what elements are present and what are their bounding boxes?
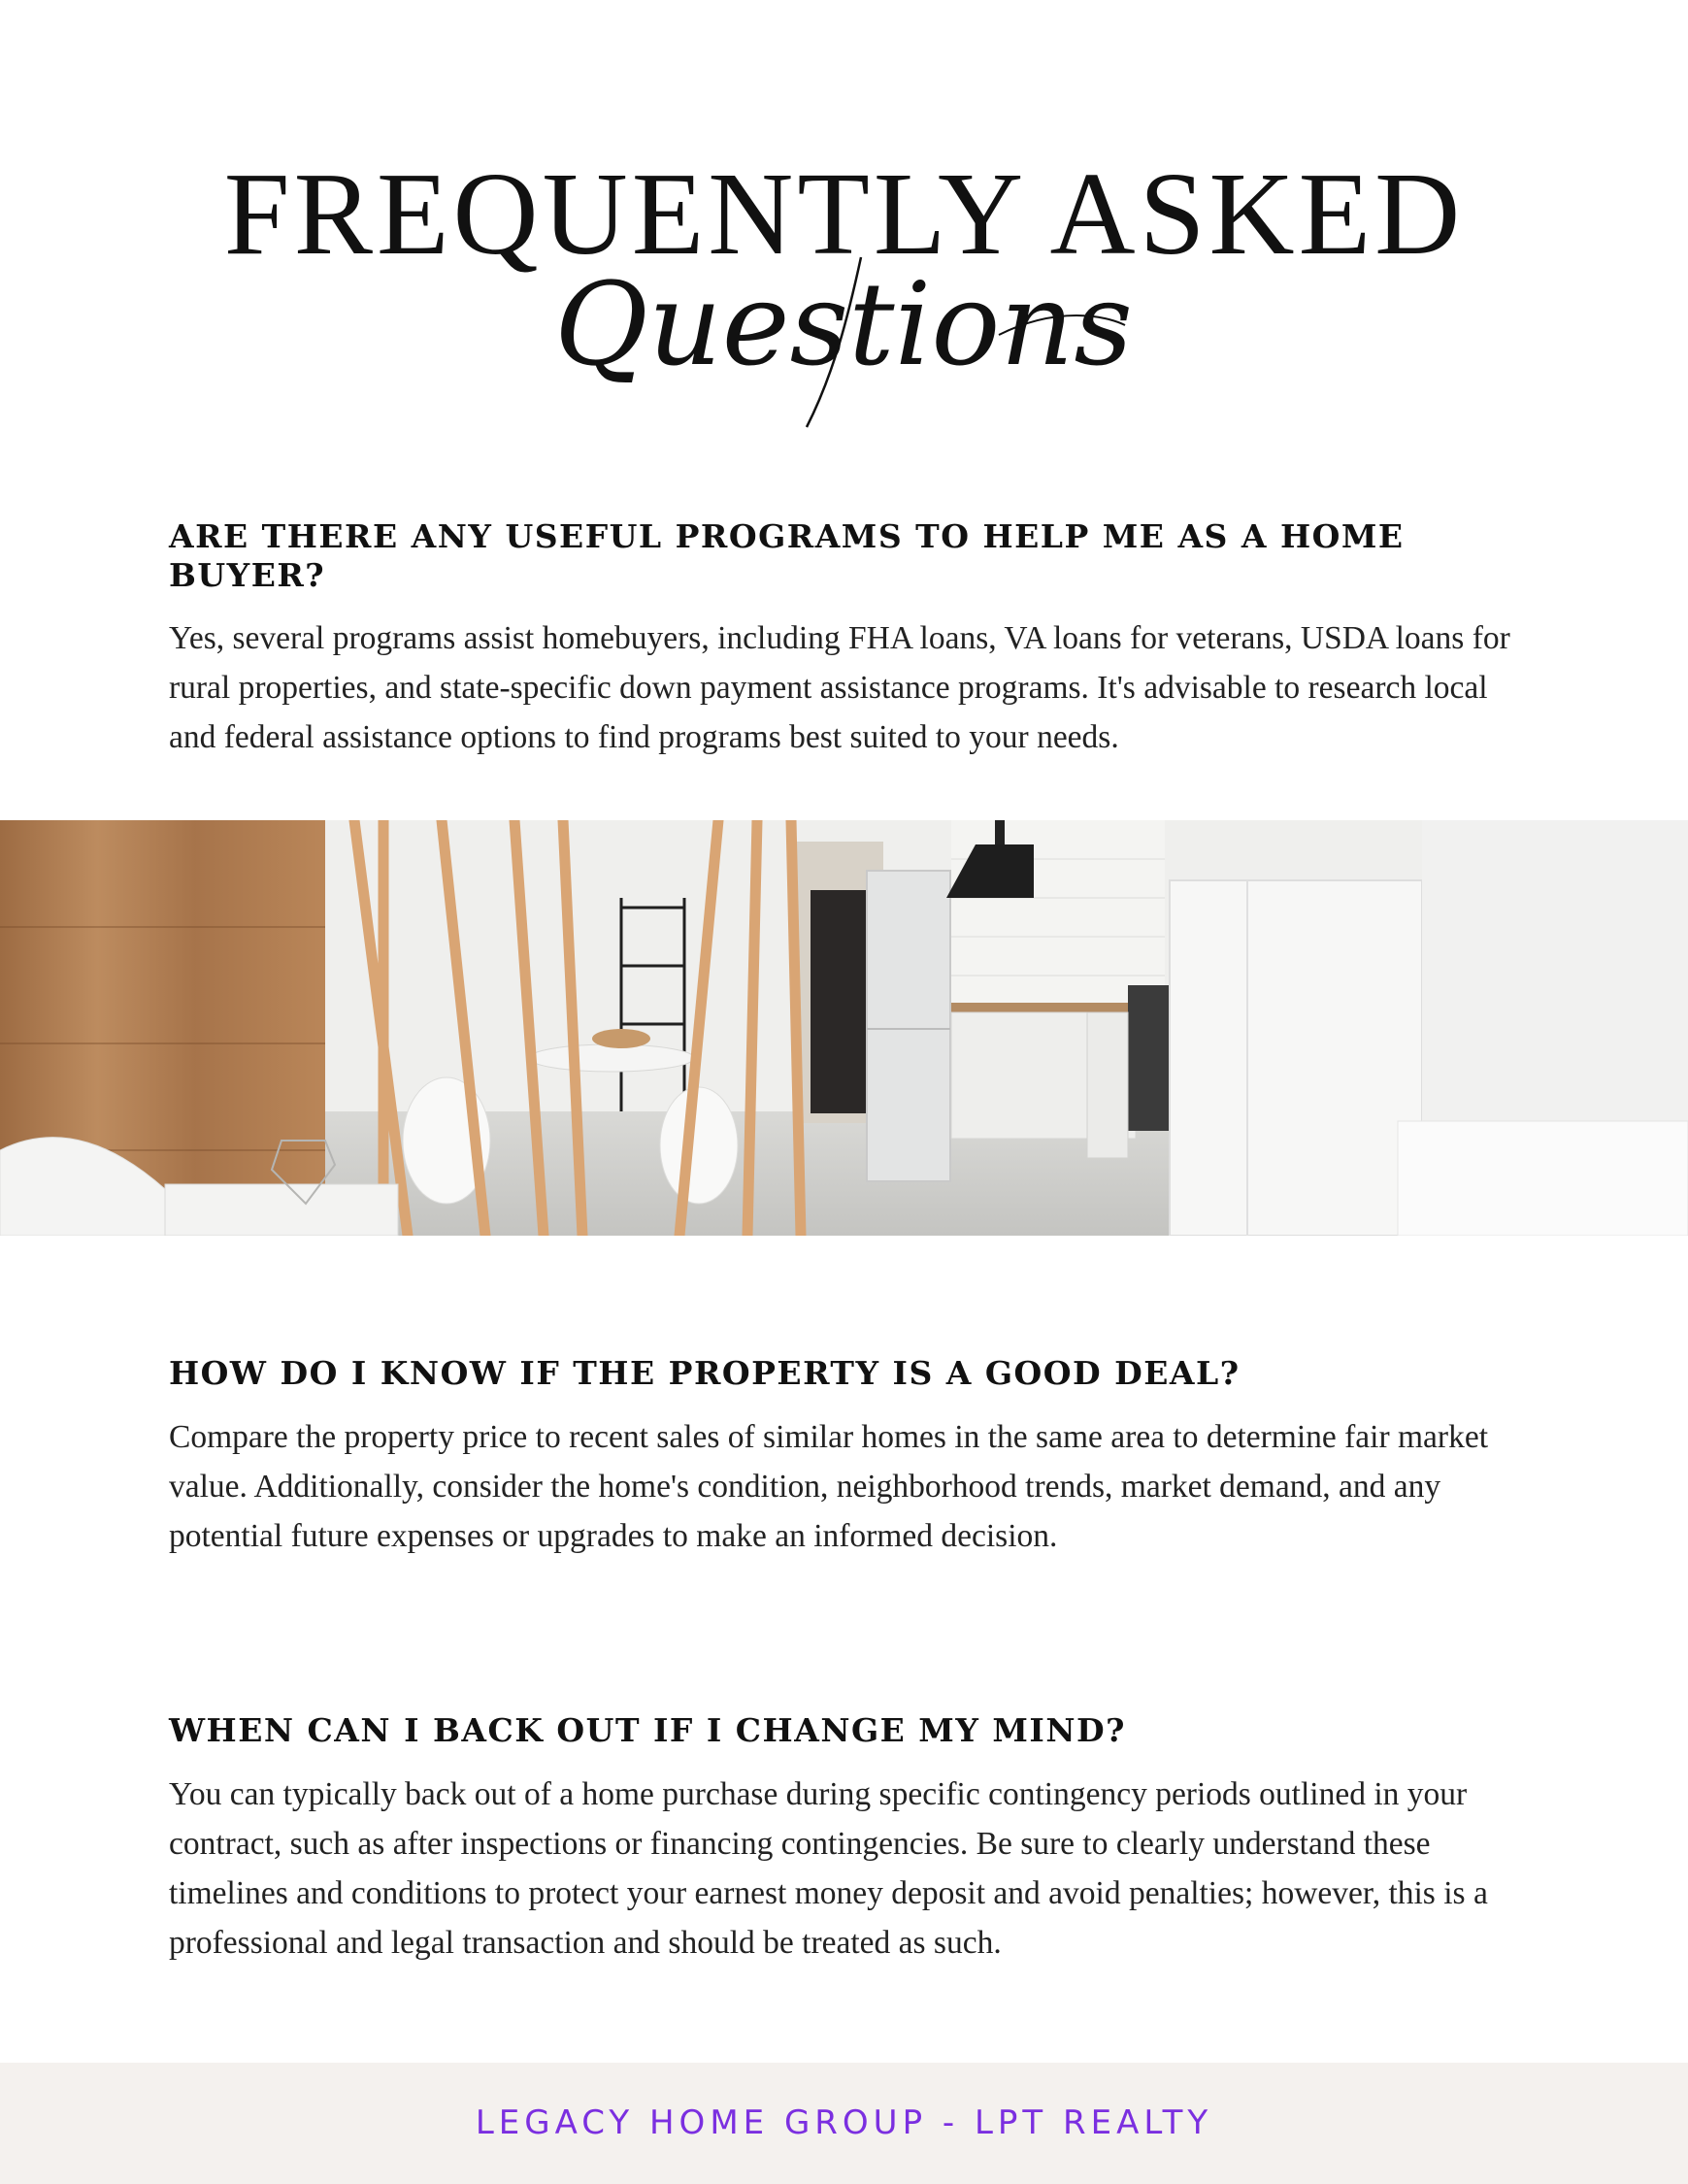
faq-item (169, 1711, 1520, 1968)
faq-question: WHEN CAN I BACK OUT IF I CHANGE MY MIND? (169, 1711, 1126, 1749)
footer-brand: LEGACY HOME GROUP - LPT REALTY (475, 2103, 1213, 2142)
faq-question: ARE THERE ANY USEFUL PROGRAMS TO HELP ME AS A HOME BUYER? (169, 517, 1405, 594)
faq-answer: You can typically back out of a home purchase during specific contingency periods outlined in your contract, such as after inspections or financing contingencies. Be sure to clearly understand these timelines and conditions to protect your earnest money deposit and avoid penalties; however, this is a professional and legal transaction and should be treated as such. (169, 1775, 1488, 1961)
script-subtitle (552, 248, 1135, 432)
footer (0, 2063, 1688, 2184)
faq-answer: Yes, several programs assist homebuyers, including FHA loans, VA loans for veterans, USDA loans for rural properties, and state-specific down payment assistance programs. It's advisable to research local and federal assistance options to find programs best suited to your needs. (169, 620, 1510, 756)
kitchen-photo (0, 820, 1688, 1236)
script-subtitle-text: Questions (554, 257, 1133, 391)
faq-question: HOW DO I KNOW IF THE PROPERTY IS A GOOD DEAL? (169, 1354, 1241, 1392)
faq-answer: Compare the property price to recent sales of similar homes in the same area to determine fair market value. Additionally, consider the home's condition, neighborhood trends, market demand, and any potential future expenses or upgrades to make an informed decision. (169, 1418, 1489, 1554)
kitchen-photo-illustration (0, 820, 1688, 1236)
faq-item (169, 1354, 1520, 1561)
faq-item (169, 517, 1520, 762)
page-title: FREQUENTLY ASKED (223, 149, 1465, 280)
